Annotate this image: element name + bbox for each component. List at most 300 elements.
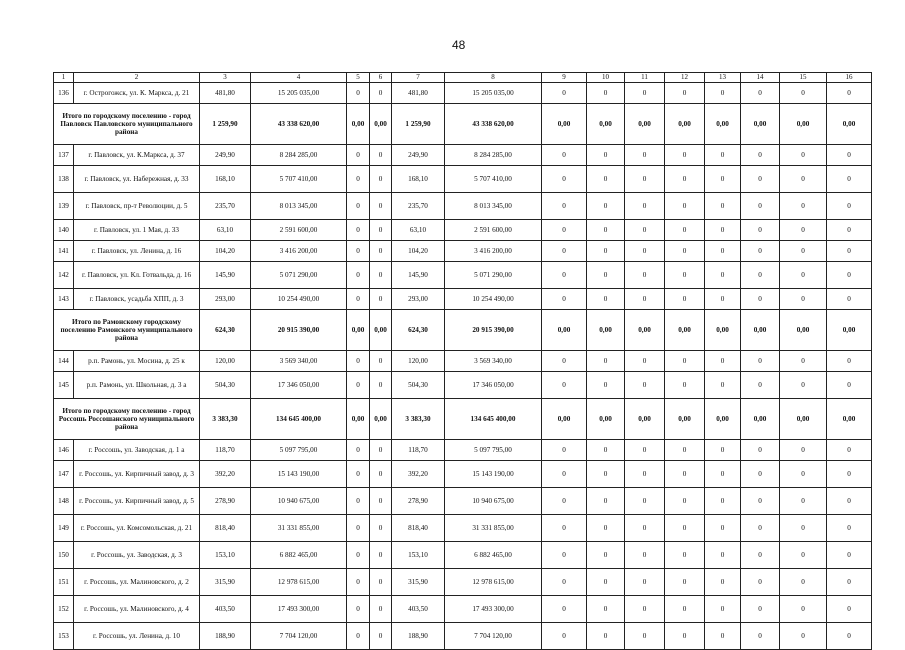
- value-cell: 0: [542, 166, 587, 193]
- subtotal-cell: 134 645 400,00: [251, 399, 347, 440]
- subtotal-cell: 20 915 390,00: [445, 310, 542, 351]
- value-cell: 0: [780, 488, 827, 515]
- value-cell: 104,20: [200, 241, 251, 262]
- value-cell: 0: [827, 262, 872, 289]
- subtotal-row: [54, 399, 872, 440]
- value-cell: 0: [587, 461, 625, 488]
- value-cell: 0: [780, 262, 827, 289]
- value-cell: 0: [827, 515, 872, 542]
- address-cell: г. Россошь, ул. Ленина, д. 10: [74, 623, 200, 650]
- value-cell: 0: [625, 351, 665, 372]
- value-cell: 3 416 200,00: [445, 241, 542, 262]
- value-cell: 249,90: [392, 145, 445, 166]
- value-cell: 0: [625, 289, 665, 310]
- column-number-cell: 16: [827, 73, 872, 83]
- value-cell: 145,90: [392, 262, 445, 289]
- value-cell: 15 205 035,00: [445, 83, 542, 104]
- row-number-cell: 152: [54, 596, 74, 623]
- value-cell: 5 071 290,00: [445, 262, 542, 289]
- value-cell: 6 882 465,00: [251, 542, 347, 569]
- subtotal-cell: 0,00: [542, 399, 587, 440]
- value-cell: 0: [542, 440, 587, 461]
- value-cell: 0: [347, 83, 370, 104]
- value-cell: 0: [827, 488, 872, 515]
- subtotal-cell: 43 338 620,00: [445, 104, 542, 145]
- subtotal-cell: 0,00: [827, 399, 872, 440]
- value-cell: 0: [780, 351, 827, 372]
- value-cell: 0: [542, 596, 587, 623]
- column-number-cell: 1: [54, 73, 74, 83]
- address-cell: г. Павловск, усадьба ХПП, д. 3: [74, 289, 200, 310]
- value-cell: 0: [827, 83, 872, 104]
- value-cell: 249,90: [200, 145, 251, 166]
- row-number-cell: 146: [54, 440, 74, 461]
- value-cell: 0: [542, 220, 587, 241]
- value-cell: 0: [370, 542, 392, 569]
- value-cell: 168,10: [392, 166, 445, 193]
- address-cell: г. Павловск, ул. 1 Мая, д. 33: [74, 220, 200, 241]
- value-cell: 0: [705, 145, 741, 166]
- address-cell: г. Россошь, ул. Малиновского, д. 2: [74, 569, 200, 596]
- value-cell: 0: [347, 193, 370, 220]
- value-cell: 0: [827, 440, 872, 461]
- subtotal-cell: 0,00: [347, 310, 370, 351]
- subtotal-cell: 0,00: [625, 399, 665, 440]
- value-cell: 5 097 795,00: [445, 440, 542, 461]
- value-cell: 0: [780, 193, 827, 220]
- value-cell: 63,10: [392, 220, 445, 241]
- value-cell: 5 707 410,00: [445, 166, 542, 193]
- value-cell: 0: [780, 515, 827, 542]
- value-cell: 235,70: [200, 193, 251, 220]
- value-cell: 0: [741, 351, 780, 372]
- value-cell: 0: [741, 220, 780, 241]
- value-cell: 0: [827, 623, 872, 650]
- value-cell: 0: [780, 289, 827, 310]
- value-cell: 7 704 120,00: [251, 623, 347, 650]
- value-cell: 8 284 285,00: [445, 145, 542, 166]
- value-cell: 3 569 340,00: [251, 351, 347, 372]
- value-cell: 0: [705, 262, 741, 289]
- subtotal-cell: 20 915 390,00: [251, 310, 347, 351]
- subtotal-cell: 624,30: [392, 310, 445, 351]
- value-cell: 12 978 615,00: [445, 569, 542, 596]
- subtotal-cell: 0,00: [827, 104, 872, 145]
- value-cell: 0: [370, 515, 392, 542]
- value-cell: 0: [780, 145, 827, 166]
- value-cell: 0: [370, 83, 392, 104]
- subtotal-cell: 1 259,90: [200, 104, 251, 145]
- address-cell: г. Россошь, ул. Заводская, д. 3: [74, 542, 200, 569]
- value-cell: 0: [625, 515, 665, 542]
- value-cell: 0: [665, 241, 705, 262]
- value-cell: 10 940 675,00: [445, 488, 542, 515]
- value-cell: 0: [665, 461, 705, 488]
- address-cell: г. Павловск, ул. К.Маркса, д. 37: [74, 145, 200, 166]
- value-cell: 0: [741, 372, 780, 399]
- value-cell: 104,20: [392, 241, 445, 262]
- row-number-cell: 140: [54, 220, 74, 241]
- value-cell: 0: [370, 351, 392, 372]
- value-cell: 0: [587, 569, 625, 596]
- subtotal-cell: 0,00: [587, 310, 625, 351]
- value-cell: 0: [587, 83, 625, 104]
- value-cell: 0: [741, 193, 780, 220]
- value-cell: 0: [587, 166, 625, 193]
- address-cell: р.п. Рамонь, ул. Школьная, д. 3 а: [74, 372, 200, 399]
- row-number-cell: 142: [54, 262, 74, 289]
- value-cell: 0: [665, 289, 705, 310]
- column-number-cell: 14: [741, 73, 780, 83]
- value-cell: 0: [705, 241, 741, 262]
- address-cell: г. Павловск, ул. Набережная, д. 33: [74, 166, 200, 193]
- column-number-cell: 5: [347, 73, 370, 83]
- value-cell: 0: [542, 241, 587, 262]
- value-cell: 0: [705, 351, 741, 372]
- value-cell: 118,70: [392, 440, 445, 461]
- row-number-cell: 137: [54, 145, 74, 166]
- value-cell: 0: [625, 623, 665, 650]
- table-row: [54, 193, 872, 220]
- value-cell: 0: [542, 488, 587, 515]
- table-row: [54, 488, 872, 515]
- column-number-row: [54, 73, 872, 83]
- subtotal-cell: 0,00: [587, 104, 625, 145]
- value-cell: 0: [741, 145, 780, 166]
- value-cell: 504,30: [392, 372, 445, 399]
- value-cell: 0: [347, 542, 370, 569]
- column-number-cell: 6: [370, 73, 392, 83]
- value-cell: 6 882 465,00: [445, 542, 542, 569]
- value-cell: 0: [827, 461, 872, 488]
- value-cell: 0: [780, 83, 827, 104]
- value-cell: 31 331 855,00: [445, 515, 542, 542]
- value-cell: 2 591 600,00: [251, 220, 347, 241]
- value-cell: 0: [542, 83, 587, 104]
- row-number-cell: 136: [54, 83, 74, 104]
- address-cell: г. Павловск, ул. Кл. Готвальда, д. 16: [74, 262, 200, 289]
- value-cell: 15 143 190,00: [445, 461, 542, 488]
- value-cell: 145,90: [200, 262, 251, 289]
- value-cell: 0: [827, 542, 872, 569]
- value-cell: 0: [347, 596, 370, 623]
- address-cell: г. Павловск, пр-т Революции, д. 5: [74, 193, 200, 220]
- column-number-cell: 7: [392, 73, 445, 83]
- subtotal-cell: 0,00: [542, 104, 587, 145]
- table-row: [54, 166, 872, 193]
- table-row: [54, 461, 872, 488]
- subtotal-cell: 0,00: [705, 399, 741, 440]
- row-number-cell: 151: [54, 569, 74, 596]
- column-number-cell: 4: [251, 73, 347, 83]
- value-cell: 0: [741, 166, 780, 193]
- address-cell: г. Россошь, ул. Малиновского, д. 4: [74, 596, 200, 623]
- address-cell: г. Россошь, ул. Комсомольская, д. 21: [74, 515, 200, 542]
- subtotal-cell: 0,00: [370, 104, 392, 145]
- value-cell: 120,00: [392, 351, 445, 372]
- value-cell: 0: [665, 351, 705, 372]
- value-cell: 0: [705, 166, 741, 193]
- value-cell: 0: [625, 461, 665, 488]
- page-number: 48: [452, 38, 466, 52]
- subtotal-cell: 1 259,90: [392, 104, 445, 145]
- value-cell: 0: [625, 83, 665, 104]
- value-cell: 481,80: [200, 83, 251, 104]
- subtotal-cell: 0,00: [370, 399, 392, 440]
- row-number-cell: 149: [54, 515, 74, 542]
- value-cell: 17 493 300,00: [445, 596, 542, 623]
- address-cell: г. Острогожск, ул. К. Маркса, д. 21: [74, 83, 200, 104]
- value-cell: 0: [625, 569, 665, 596]
- value-cell: 0: [665, 542, 705, 569]
- value-cell: 5 707 410,00: [251, 166, 347, 193]
- value-cell: 0: [625, 220, 665, 241]
- value-cell: 0: [347, 488, 370, 515]
- value-cell: 0: [587, 289, 625, 310]
- subtotal-cell: 0,00: [705, 104, 741, 145]
- subtotal-cell: 0,00: [625, 310, 665, 351]
- subtotal-cell: 0,00: [587, 399, 625, 440]
- row-number-cell: 147: [54, 461, 74, 488]
- value-cell: 0: [587, 515, 625, 542]
- value-cell: 0: [542, 289, 587, 310]
- value-cell: 0: [625, 542, 665, 569]
- table-row: [54, 289, 872, 310]
- value-cell: 0: [370, 440, 392, 461]
- value-cell: 2 591 600,00: [445, 220, 542, 241]
- value-cell: 293,00: [200, 289, 251, 310]
- value-cell: 0: [347, 241, 370, 262]
- value-cell: 0: [665, 262, 705, 289]
- value-cell: 481,80: [392, 83, 445, 104]
- value-cell: 0: [587, 262, 625, 289]
- value-cell: 0: [741, 83, 780, 104]
- subtotal-cell: 3 383,30: [392, 399, 445, 440]
- value-cell: 392,20: [200, 461, 251, 488]
- value-cell: 0: [827, 220, 872, 241]
- row-number-cell: 150: [54, 542, 74, 569]
- value-cell: 0: [705, 220, 741, 241]
- value-cell: 153,10: [392, 542, 445, 569]
- value-cell: 0: [780, 372, 827, 399]
- address-cell: р.п. Рамонь, ул. Мосина, д. 25 к: [74, 351, 200, 372]
- value-cell: 17 346 050,00: [445, 372, 542, 399]
- row-number-cell: 144: [54, 351, 74, 372]
- value-cell: 0: [827, 351, 872, 372]
- value-cell: 0: [542, 461, 587, 488]
- column-number-cell: 15: [780, 73, 827, 83]
- column-number-cell: 11: [625, 73, 665, 83]
- value-cell: 0: [665, 372, 705, 399]
- value-cell: 0: [780, 542, 827, 569]
- value-cell: 0: [780, 623, 827, 650]
- value-cell: 63,10: [200, 220, 251, 241]
- row-number-cell: 143: [54, 289, 74, 310]
- value-cell: 0: [665, 193, 705, 220]
- value-cell: 0: [625, 241, 665, 262]
- column-number-cell: 9: [542, 73, 587, 83]
- subtotal-cell: 0,00: [780, 310, 827, 351]
- value-cell: 0: [347, 220, 370, 241]
- subtotal-cell: 0,00: [827, 310, 872, 351]
- value-cell: 0: [347, 351, 370, 372]
- value-cell: 8 013 345,00: [251, 193, 347, 220]
- address-cell: г. Россошь, ул. Заводская, д. 1 а: [74, 440, 200, 461]
- value-cell: 10 940 675,00: [251, 488, 347, 515]
- value-cell: 392,20: [392, 461, 445, 488]
- subtotal-cell: 0,00: [347, 399, 370, 440]
- value-cell: 0: [347, 372, 370, 399]
- value-cell: 0: [741, 596, 780, 623]
- row-number-cell: 153: [54, 623, 74, 650]
- value-cell: 0: [587, 372, 625, 399]
- value-cell: 153,10: [200, 542, 251, 569]
- row-number-cell: 139: [54, 193, 74, 220]
- subtotal-cell: 43 338 620,00: [251, 104, 347, 145]
- value-cell: 0: [370, 488, 392, 515]
- value-cell: 0: [370, 145, 392, 166]
- value-cell: 0: [587, 623, 625, 650]
- value-cell: 403,50: [392, 596, 445, 623]
- value-cell: 0: [665, 166, 705, 193]
- value-cell: 0: [370, 289, 392, 310]
- column-number-cell: 8: [445, 73, 542, 83]
- subtotal-cell: 0,00: [665, 399, 705, 440]
- subtotal-cell: 134 645 400,00: [445, 399, 542, 440]
- value-cell: 0: [587, 488, 625, 515]
- value-cell: 0: [741, 262, 780, 289]
- address-cell: г. Россошь, ул. Кирпичный завод, д. 3: [74, 461, 200, 488]
- value-cell: 0: [347, 569, 370, 596]
- value-cell: 0: [347, 166, 370, 193]
- value-cell: 188,90: [200, 623, 251, 650]
- value-cell: 3 569 340,00: [445, 351, 542, 372]
- subtotal-cell: 0,00: [542, 310, 587, 351]
- value-cell: 8 284 285,00: [251, 145, 347, 166]
- value-cell: 0: [542, 145, 587, 166]
- value-cell: 3 416 200,00: [251, 241, 347, 262]
- value-cell: 120,00: [200, 351, 251, 372]
- value-cell: 0: [370, 166, 392, 193]
- value-cell: 0: [705, 569, 741, 596]
- value-cell: 118,70: [200, 440, 251, 461]
- row-number-cell: 148: [54, 488, 74, 515]
- value-cell: 0: [705, 193, 741, 220]
- value-cell: 0: [741, 289, 780, 310]
- value-cell: 17 346 050,00: [251, 372, 347, 399]
- subtotal-cell: 0,00: [665, 104, 705, 145]
- column-number-cell: 2: [74, 73, 200, 83]
- value-cell: 0: [780, 241, 827, 262]
- value-cell: 0: [780, 596, 827, 623]
- value-cell: 278,90: [200, 488, 251, 515]
- value-cell: 0: [827, 145, 872, 166]
- subtotal-label: Итого по городскому поселению - город Россошь Россошанского муниципального района: [54, 399, 200, 440]
- value-cell: 8 013 345,00: [445, 193, 542, 220]
- value-cell: 0: [780, 166, 827, 193]
- value-cell: 0: [347, 262, 370, 289]
- subtotal-row: [54, 104, 872, 145]
- table-row: [54, 623, 872, 650]
- value-cell: 0: [587, 440, 625, 461]
- value-cell: 0: [705, 289, 741, 310]
- address-cell: г. Россошь, ул. Кирпичный завод, д. 5: [74, 488, 200, 515]
- value-cell: 0: [370, 193, 392, 220]
- subtotal-cell: 0,00: [665, 310, 705, 351]
- value-cell: 0: [827, 241, 872, 262]
- value-cell: 15 205 035,00: [251, 83, 347, 104]
- value-cell: 0: [827, 596, 872, 623]
- value-cell: 0: [370, 262, 392, 289]
- value-cell: 0: [625, 166, 665, 193]
- value-cell: 0: [542, 542, 587, 569]
- value-cell: 17 493 300,00: [251, 596, 347, 623]
- column-number-cell: 10: [587, 73, 625, 83]
- table-row: [54, 145, 872, 166]
- subtotal-label: Итого по Рамонскому городскому поселению Рамонского муниципального района: [54, 310, 200, 351]
- column-number-cell: 12: [665, 73, 705, 83]
- table-row: [54, 220, 872, 241]
- value-cell: 0: [827, 289, 872, 310]
- value-cell: 0: [542, 351, 587, 372]
- value-cell: 293,00: [392, 289, 445, 310]
- subtotal-label: Итого по городскому поселению - город Павловск Павловского муниципального района: [54, 104, 200, 145]
- value-cell: 0: [347, 440, 370, 461]
- value-cell: 0: [347, 623, 370, 650]
- value-cell: 0: [347, 461, 370, 488]
- value-cell: 0: [741, 569, 780, 596]
- value-cell: 0: [625, 440, 665, 461]
- value-cell: 10 254 490,00: [251, 289, 347, 310]
- value-cell: 0: [347, 145, 370, 166]
- value-cell: 0: [741, 542, 780, 569]
- value-cell: 0: [587, 596, 625, 623]
- value-cell: 5 097 795,00: [251, 440, 347, 461]
- value-cell: 0: [587, 220, 625, 241]
- value-cell: 0: [705, 372, 741, 399]
- value-cell: 10 254 490,00: [445, 289, 542, 310]
- value-cell: 0: [587, 351, 625, 372]
- value-cell: 0: [587, 145, 625, 166]
- value-cell: 0: [665, 569, 705, 596]
- table-row: [54, 351, 872, 372]
- value-cell: 0: [625, 596, 665, 623]
- value-cell: 235,70: [392, 193, 445, 220]
- value-cell: 0: [705, 461, 741, 488]
- value-cell: 0: [705, 596, 741, 623]
- value-cell: 0: [665, 596, 705, 623]
- subtotal-cell: 0,00: [347, 104, 370, 145]
- value-cell: 0: [665, 83, 705, 104]
- value-cell: 0: [665, 145, 705, 166]
- value-cell: 0: [827, 372, 872, 399]
- value-cell: 0: [665, 440, 705, 461]
- value-cell: 0: [705, 440, 741, 461]
- value-cell: 0: [780, 461, 827, 488]
- value-cell: 0: [827, 569, 872, 596]
- table-row: [54, 372, 872, 399]
- value-cell: 0: [370, 596, 392, 623]
- value-cell: 0: [780, 569, 827, 596]
- value-cell: 31 331 855,00: [251, 515, 347, 542]
- value-cell: 818,40: [392, 515, 445, 542]
- value-cell: 0: [705, 515, 741, 542]
- value-cell: 188,90: [392, 623, 445, 650]
- subtotal-cell: 0,00: [780, 399, 827, 440]
- value-cell: 0: [705, 623, 741, 650]
- value-cell: 15 143 190,00: [251, 461, 347, 488]
- row-number-cell: 138: [54, 166, 74, 193]
